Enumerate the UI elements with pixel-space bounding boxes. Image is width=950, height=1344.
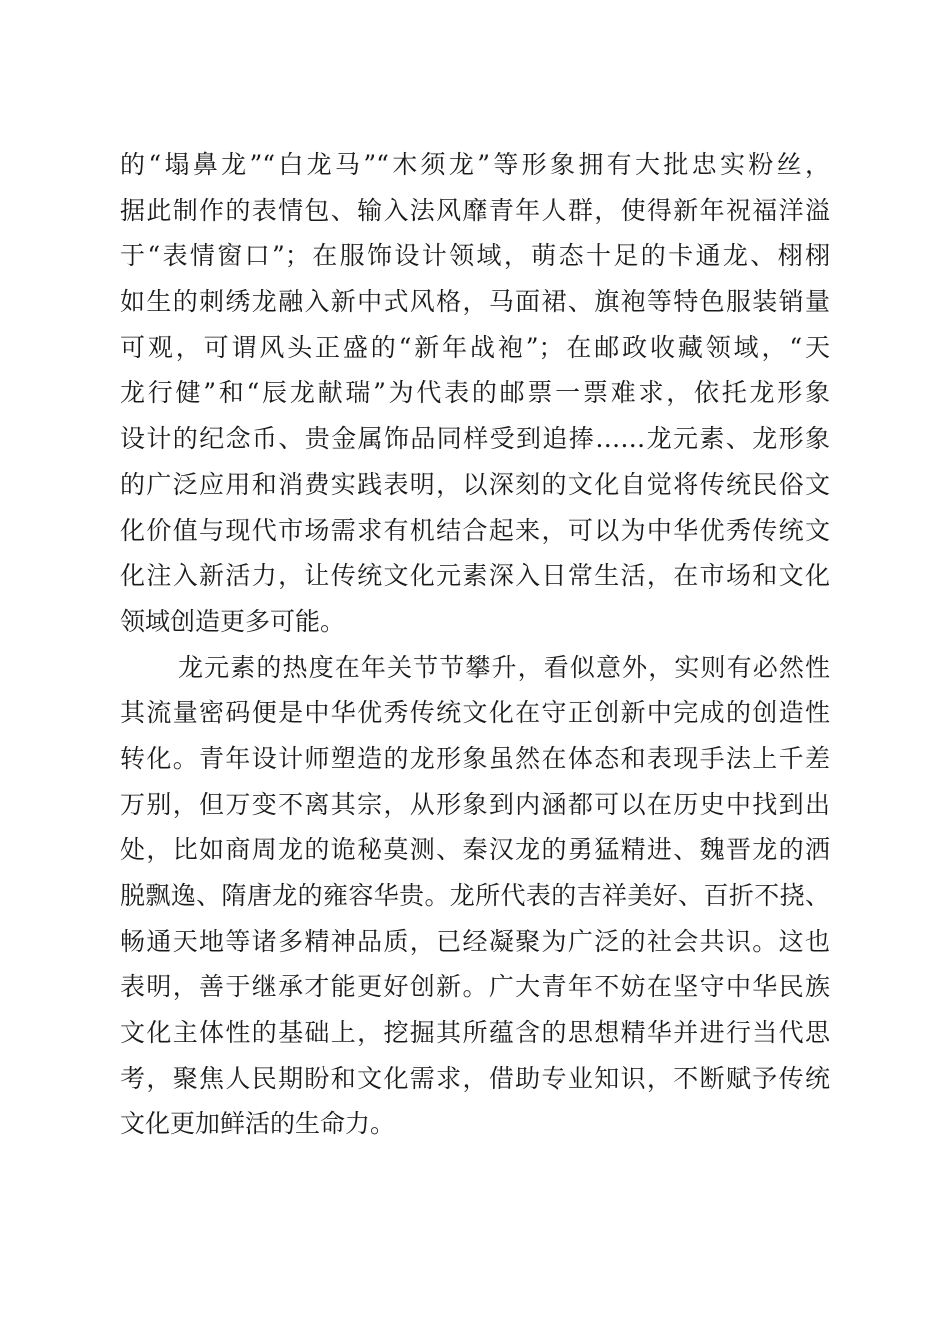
text-line: 处，比如商周龙的诡秘莫测、秦汉龙的勇猛精进、魏晋龙的洒 bbox=[120, 835, 830, 865]
text-line: 考，聚焦人民期盼和文化需求，借助专业知识，不断赋予传统 bbox=[120, 1063, 830, 1093]
text-line: 可观，可谓风头正盛的“新年战袍”；在邮政收藏领域，“天 bbox=[120, 332, 830, 362]
text-line: 表明，善于继承才能更好创新。广大青年不妨在坚守中华民族 bbox=[120, 972, 830, 1002]
paragraph-1 bbox=[120, 142, 830, 645]
text-line: 于“表情窗口”；在服饰设计领域，萌态十足的卡通龙、栩栩 bbox=[120, 241, 830, 271]
article-body bbox=[120, 142, 830, 1147]
text-line: 领域创造更多可能。 bbox=[120, 606, 346, 636]
text-line: 如生的刺绣龙融入新中式风格，马面裙、旗袍等特色服装销量 bbox=[120, 287, 830, 317]
text-line: 万别，但万变不离其宗，从形象到内涵都可以在历史中找到出 bbox=[120, 789, 830, 819]
text-line: 据此制作的表情包、输入法风靡青年人群，使得新年祝福洋溢 bbox=[120, 195, 830, 225]
text-line: 化价值与现代市场需求有机结合起来，可以为中华优秀传统文 bbox=[120, 515, 830, 545]
text-line: 龙行健”和“辰龙献瑞”为代表的邮票一票难求，依托龙形象 bbox=[120, 378, 830, 408]
text-line: 文化更加鲜活的生命力。 bbox=[120, 1109, 396, 1139]
text-line: 畅通天地等诸多精神品质，已经凝聚为广泛的社会共识。这也 bbox=[120, 926, 830, 956]
text-line: 其流量密码便是中华优秀传统文化在守正创新中完成的创造性 bbox=[120, 698, 830, 728]
text-line: 文化主体性的基础上，挖掘其所蕴含的思想精华并进行当代思 bbox=[120, 1018, 830, 1048]
text-line: 龙元素的热度在年关节节攀升，看似意外，实则有必然性 bbox=[178, 652, 830, 682]
paragraph-2 bbox=[120, 645, 830, 1148]
text-line: 设计的纪念币、贵金属饰品同样受到追捧……龙元素、龙形象 bbox=[120, 424, 830, 454]
text-line: 的广泛应用和消费实践表明，以深刻的文化自觉将传统民俗文 bbox=[120, 469, 830, 499]
text-line: 化注入新活力，让传统文化元素深入日常生活，在市场和文化 bbox=[120, 561, 830, 591]
text-line: 的“塌鼻龙”“白龙马”“木须龙”等形象拥有大批忠实粉丝， bbox=[120, 150, 830, 179]
text-line: 脱飘逸、隋唐龙的雍容华贵。龙所代表的吉祥美好、百折不挠、 bbox=[120, 881, 830, 910]
text-line: 转化。青年设计师塑造的龙形象虽然在体态和表现手法上千差 bbox=[120, 743, 830, 773]
